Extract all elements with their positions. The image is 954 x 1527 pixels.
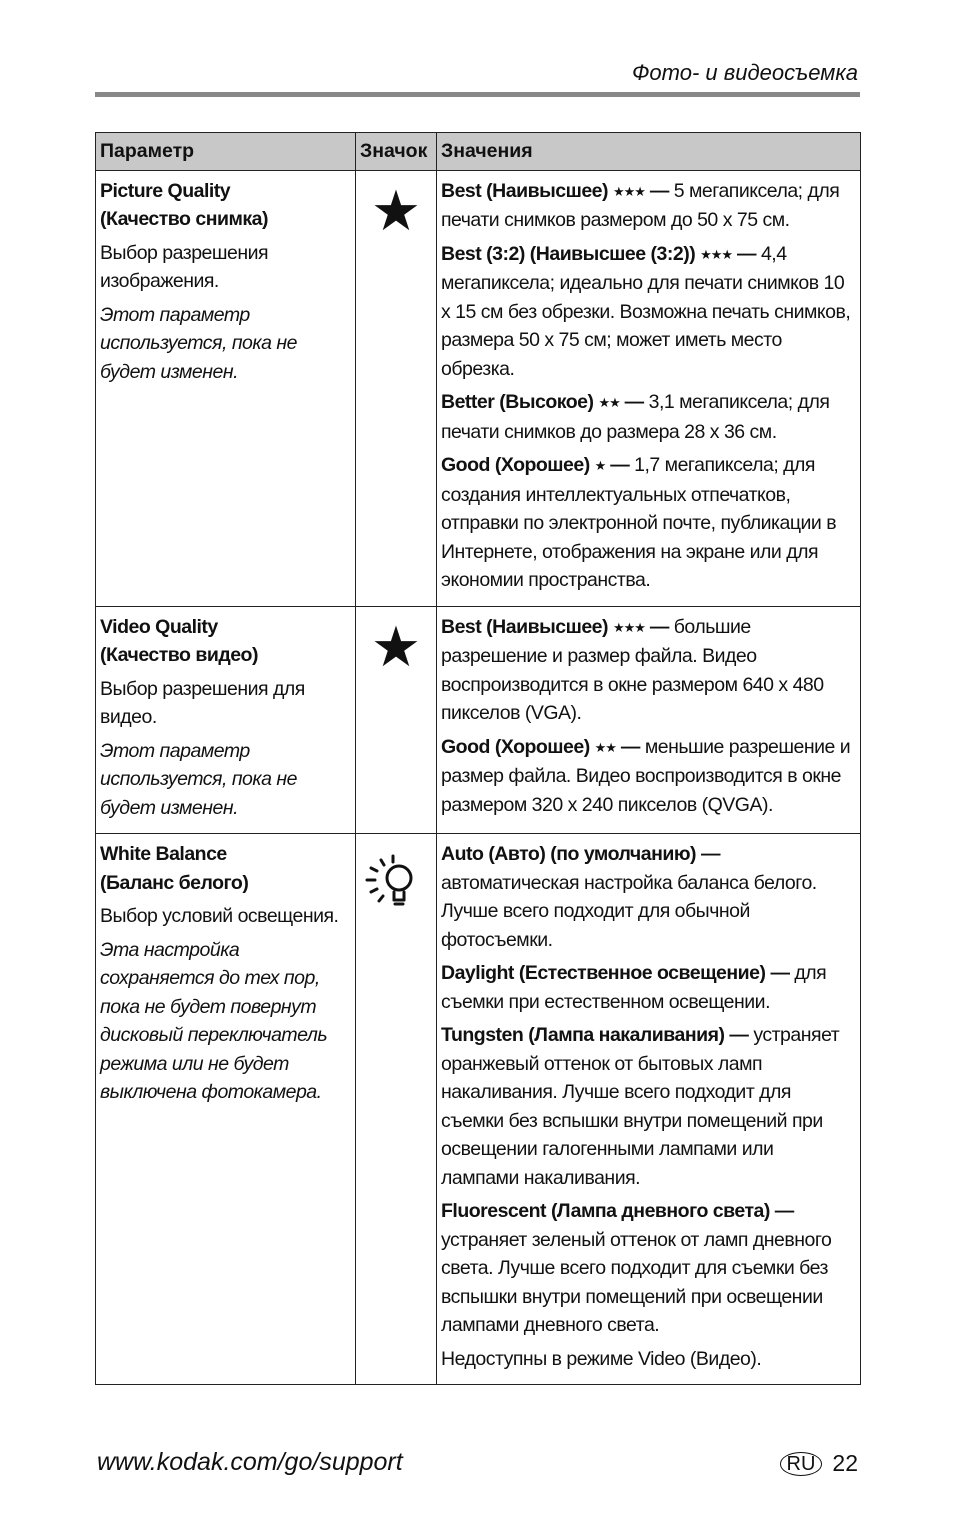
- values-cell: [437, 834, 861, 1385]
- parameter-description: Выбор разрешения для видео.: [100, 677, 305, 728]
- value-label: Good (Хорошее): [441, 454, 590, 476]
- stars-icon: ★★: [598, 395, 620, 410]
- stars-icon: ★: [594, 458, 606, 473]
- page-number: 22: [832, 1450, 858, 1476]
- value-label: Best (Наивысшее): [441, 615, 609, 638]
- parameter-note: Эта настройка сохраняется до тех пор, пока не будет повернут дисковый переключатель режима или не будет выключена фотокамера.: [100, 938, 328, 1103]
- value-text: для съемки при естественном освещении.: [441, 962, 827, 1013]
- page-footer-right: [780, 1450, 858, 1477]
- header-divider: [95, 92, 860, 97]
- star-icon: ★: [370, 178, 422, 242]
- column-header-icon: Значок: [356, 133, 437, 171]
- parameter-name-ru: (Качество снимка): [100, 208, 268, 230]
- column-header-values: Значения: [437, 133, 861, 171]
- value-option: Best (3:2) (Наивысшее (3:2)) ★★★ — 4,4 мегапиксела; идеально для печати снимков 10 х 15 см без обрезки. Возможна печать снимков, размера 50 х 75 см; может иметь место обрезка.: [441, 242, 851, 380]
- support-url-link[interactable]: www.kodak.com/go/support: [97, 1448, 403, 1476]
- parameter-cell: [96, 834, 356, 1385]
- value-option: Better (Высокое) ★★ — 3,1 мегапиксела; для печати снимков до размера 28 х 36 см.: [441, 391, 830, 443]
- value-label: Best (3:2) (Наивысшее (3:2)): [441, 242, 696, 265]
- parameter-name: White Balance: [100, 843, 227, 865]
- value-option: Daylight (Естественное освещение) — для съемки при естественном освещении.: [441, 962, 827, 1013]
- value-option: Good (Хорошее) ★★ — меньшие разрешение и размер файла. Видео воспроизводится в окне размером 320 х 240 пикселов (QVGA).: [441, 735, 851, 816]
- settings-table: [95, 132, 861, 1385]
- stars-icon: ★★★: [612, 619, 645, 635]
- values-cell: [437, 606, 861, 834]
- parameter-name-ru: (Качество видео): [100, 644, 258, 666]
- value-text: устраняет оранжевый оттенок от бытовых ламп накаливания. Лучше всего подходит для съемки без вспышки внутри помещений при освещении галогенными лампами или лампами накаливания.: [441, 1024, 840, 1189]
- icon-cell: [356, 606, 437, 834]
- stars-icon: ★★★: [700, 246, 733, 262]
- value-text: 3,1 мегапиксела; для печати снимков до размера 28 х 36 см.: [441, 391, 830, 443]
- icon-cell: [356, 834, 437, 1385]
- value-text: 1,7 мегапиксела; для создания интеллектуальных отпечатков, отправки по электронной почте, публикации в Интернете, отображения на экране или для экономии пространства.: [441, 454, 837, 591]
- value-label: Best (Наивысшее): [441, 179, 609, 202]
- table-row: [96, 834, 861, 1385]
- value-label: Auto (Авто) (по умолчанию): [441, 843, 697, 865]
- stars-icon: ★★★: [612, 183, 645, 199]
- parameter-note: Этот параметр используется, пока не будет изменен.: [100, 739, 297, 819]
- value-option: Best (Наивысшее) ★★★ — большие разрешение и размер файла. Видео воспроизводится в окне размером 640 х 480 пикселов (VGA).: [441, 615, 824, 724]
- value-text: 4,4 мегапиксела; идеально для печати снимков 10 х 15 см без обрезки. Возможна печать снимков, размера 50 х 75 см; может иметь место обрезка.: [441, 242, 851, 380]
- parameter-note: Этот параметр используется, пока не будет изменен.: [100, 303, 297, 383]
- value-label: Better (Высокое): [441, 391, 594, 413]
- value-option: Best (Наивысшее) ★★★ — 5 мегапиксела; для печати снимков размером до 50 х 75 см.: [441, 179, 840, 231]
- table-row: [96, 606, 861, 834]
- white-balance-bulb-icon: [363, 854, 429, 910]
- value-text: меньшие разрешение и размер файла. Видео воспроизводится в окне размером 320 х 240 пикселов (QVGA).: [441, 735, 851, 816]
- value-text: большие разрешение и размер файла. Видео воспроизводится в окне размером 640 х 480 пикселов (VGA).: [441, 615, 824, 724]
- value-text: автоматическая настройка баланса белого. Лучше всего подходит для обычной фотосъемки.: [441, 871, 817, 951]
- value-text: устраняет зеленый оттенок от ламп дневного света. Лучше всего подходит для съемки без вспышки внутри помещений при освещении лампами дневного света.: [441, 1228, 832, 1336]
- table-row: [96, 170, 861, 606]
- language-badge: RU: [780, 1452, 823, 1476]
- parameter-name: Picture Quality: [100, 179, 231, 202]
- icon-cell: [356, 170, 437, 606]
- value-label: Tungsten (Лампа накаливания): [441, 1024, 725, 1046]
- value-label: Good (Хорошее): [441, 735, 590, 758]
- star-icon: ★: [370, 614, 422, 678]
- parameter-cell: [96, 170, 356, 606]
- parameter-name-ru: (Баланс белого): [100, 871, 249, 894]
- value-option: Good (Хорошее) ★ — 1,7 мегапиксела; для создания интеллектуальных отпечатков, отправки по электронной почте, публикации в Интернете, отображения на экране или для экономии пространства.: [441, 454, 837, 591]
- value-label: Daylight (Естественное освещение): [441, 962, 766, 984]
- value-option: Auto (Авто) (по умолчанию) — автоматическая настройка баланса белого. Лучше всего подходит для обычной фотосъемки.: [441, 843, 817, 951]
- parameter-name: Video Quality: [100, 615, 218, 638]
- column-header-parameter: Параметр: [96, 133, 356, 171]
- value-option: Tungsten (Лампа накаливания) — устраняет оранжевый оттенок от бытовых ламп накаливания. Лучше всего подходит для съемки без вспышки внутри помещений при освещении галогенными лампами или лампами накаливания.: [441, 1024, 840, 1189]
- table-header-row: [96, 133, 861, 171]
- stars-icon: ★★: [594, 739, 616, 755]
- parameter-description: Выбор условий освещения.: [100, 905, 339, 927]
- parameter-cell: [96, 606, 356, 834]
- value-label: Fluorescent (Лампа дневного света): [441, 1200, 770, 1222]
- value-text: 5 мегапиксела; для печати снимков размером до 50 х 75 см.: [441, 179, 840, 231]
- page-section-title: Фото- и видеосъемка: [631, 60, 858, 85]
- value-footnote: Недоступны в режиме Video (Видео).: [441, 1347, 762, 1370]
- values-cell: [437, 170, 861, 606]
- parameter-description: Выбор разрешения изображения.: [100, 241, 269, 292]
- value-option: Fluorescent (Лампа дневного света) — устраняет зеленый оттенок от ламп дневного света. Лучше всего подходит для съемки без вспышки внутри помещений при освещении лампами дневного света.: [441, 1200, 832, 1336]
